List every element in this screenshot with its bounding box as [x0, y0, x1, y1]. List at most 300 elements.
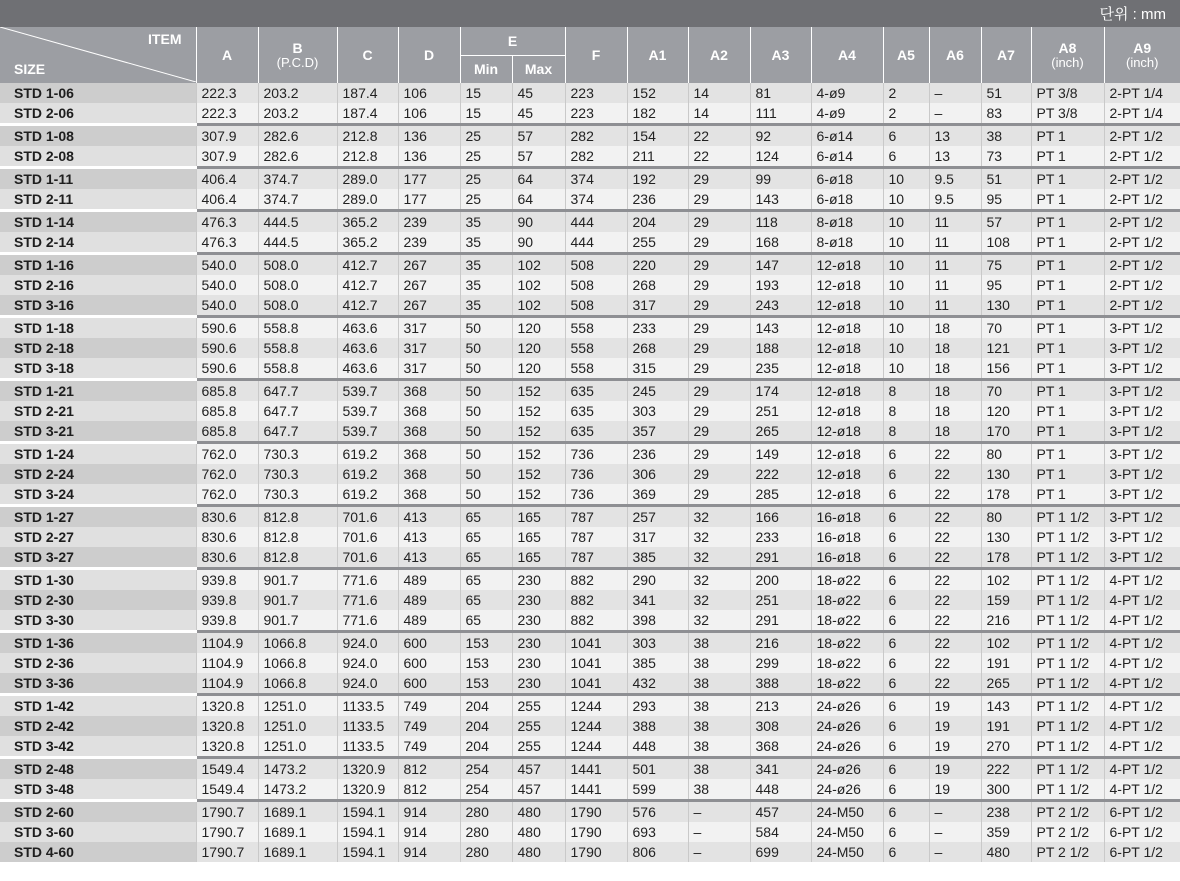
cell-b: 812.8 [258, 506, 337, 528]
cell-a5: 6 [883, 653, 929, 673]
col-e-min-header: Min [460, 56, 512, 84]
cell-a9: 2-PT 1/2 [1104, 211, 1180, 233]
cell-a7: 130 [981, 527, 1031, 547]
cell-e-max: 165 [512, 547, 565, 569]
cell-e-max: 230 [512, 653, 565, 673]
cell-f: 558 [565, 358, 627, 380]
cell-a1: 245 [627, 380, 688, 402]
cell-a3: 216 [750, 632, 811, 654]
cell-a: 685.8 [196, 380, 258, 402]
cell-a4: 24-ø26 [811, 758, 883, 780]
cell-e-max: 152 [512, 401, 565, 421]
col-b-label: B [292, 39, 303, 56]
cell-size: STD 2-11 [0, 189, 196, 211]
col-e-max-header: Max [512, 56, 565, 84]
cell-c: 412.7 [337, 295, 398, 317]
cell-a1: 236 [627, 189, 688, 211]
cell-f: 1244 [565, 695, 627, 717]
cell-a5: 6 [883, 716, 929, 736]
cell-e-min: 280 [460, 842, 512, 862]
cell-c: 1320.9 [337, 779, 398, 801]
col-a8-label: A8 [1058, 39, 1077, 56]
cell-e-min: 15 [460, 83, 512, 103]
cell-e-min: 204 [460, 695, 512, 717]
cell-d: 489 [398, 569, 460, 591]
cell-b: 647.7 [258, 401, 337, 421]
cell-a8: PT 1 1/2 [1031, 527, 1104, 547]
cell-size: STD 2-06 [0, 103, 196, 125]
col-f-header: F [565, 27, 627, 83]
cell-a5: 6 [883, 779, 929, 801]
cell-d: 914 [398, 842, 460, 862]
table-row [0, 801, 1180, 823]
cell-a6: – [929, 103, 981, 125]
cell-b: 444.5 [258, 232, 337, 254]
cell-a6: 11 [929, 295, 981, 317]
cell-a: 1104.9 [196, 632, 258, 654]
col-a8-header [1031, 27, 1104, 83]
cell-a4: 12-ø18 [811, 380, 883, 402]
cell-a: 1104.9 [196, 653, 258, 673]
cell-e-max: 165 [512, 527, 565, 547]
cell-size: STD 3-18 [0, 358, 196, 380]
cell-size: STD 1-16 [0, 254, 196, 276]
cell-f: 1041 [565, 673, 627, 695]
cell-e-max: 90 [512, 232, 565, 254]
cell-a3: 368 [750, 736, 811, 758]
cell-a4: 12-ø18 [811, 254, 883, 276]
table-row [0, 632, 1180, 654]
table-row [0, 358, 1180, 380]
cell-a6: 18 [929, 421, 981, 443]
table-row [0, 295, 1180, 317]
table-row [0, 189, 1180, 211]
cell-a8: PT 1 [1031, 358, 1104, 380]
cell-d: 368 [398, 380, 460, 402]
cell-size: STD 1-27 [0, 506, 196, 528]
cell-a3: 299 [750, 653, 811, 673]
cell-a6: 19 [929, 716, 981, 736]
table-row [0, 83, 1180, 103]
cell-f: 1244 [565, 716, 627, 736]
table-row [0, 736, 1180, 758]
cell-a5: 10 [883, 168, 929, 190]
cell-f: 635 [565, 380, 627, 402]
cell-a3: 265 [750, 421, 811, 443]
cell-f: 282 [565, 125, 627, 147]
cell-d: 600 [398, 653, 460, 673]
cell-a5: 6 [883, 506, 929, 528]
cell-size: STD 2-14 [0, 232, 196, 254]
cell-b: 1251.0 [258, 736, 337, 758]
cell-a7: 359 [981, 822, 1031, 842]
cell-size: STD 1-42 [0, 695, 196, 717]
cell-a3: 388 [750, 673, 811, 695]
cell-a7: 480 [981, 842, 1031, 862]
cell-c: 701.6 [337, 527, 398, 547]
cell-b: 901.7 [258, 610, 337, 632]
cell-size: STD 1-21 [0, 380, 196, 402]
cell-a3: 111 [750, 103, 811, 125]
cell-d: 239 [398, 232, 460, 254]
cell-e-max: 480 [512, 822, 565, 842]
cell-c: 539.7 [337, 421, 398, 443]
cell-e-min: 65 [460, 527, 512, 547]
cell-a4: 18-ø22 [811, 590, 883, 610]
cell-a5: 6 [883, 610, 929, 632]
cell-d: 489 [398, 590, 460, 610]
cell-a7: 222 [981, 758, 1031, 780]
cell-e-min: 50 [460, 317, 512, 339]
cell-a8: PT 1 [1031, 168, 1104, 190]
col-a9-label: A9 [1133, 39, 1152, 56]
cell-a4: 16-ø18 [811, 547, 883, 569]
cell-size: STD 2-36 [0, 653, 196, 673]
cell-a1: 693 [627, 822, 688, 842]
table-row [0, 443, 1180, 465]
cell-e-min: 65 [460, 547, 512, 569]
cell-a5: 6 [883, 673, 929, 695]
unit-label: 단위 : mm [1099, 6, 1166, 23]
table-row [0, 146, 1180, 168]
cell-b: 508.0 [258, 295, 337, 317]
cell-a5: 6 [883, 822, 929, 842]
cell-a6: 22 [929, 673, 981, 695]
unit-label-bar [0, 0, 1180, 27]
cell-a3: 291 [750, 547, 811, 569]
cell-a: 406.4 [196, 168, 258, 190]
cell-a8: PT 1 [1031, 338, 1104, 358]
cell-a6: 19 [929, 736, 981, 758]
cell-a5: 10 [883, 211, 929, 233]
cell-a5: 6 [883, 632, 929, 654]
cell-a2: 38 [688, 673, 750, 695]
cell-a9: 3-PT 1/2 [1104, 401, 1180, 421]
cell-a6: 19 [929, 779, 981, 801]
cell-e-min: 204 [460, 736, 512, 758]
cell-a: 762.0 [196, 464, 258, 484]
cell-e-max: 64 [512, 168, 565, 190]
cell-d: 368 [398, 484, 460, 506]
cell-a: 590.6 [196, 338, 258, 358]
cell-a7: 159 [981, 590, 1031, 610]
cell-a2: 32 [688, 610, 750, 632]
cell-a: 1320.8 [196, 695, 258, 717]
cell-c: 924.0 [337, 653, 398, 673]
table-row [0, 421, 1180, 443]
cell-a1: 317 [627, 295, 688, 317]
cell-a5: 10 [883, 295, 929, 317]
cell-a4: 6-ø14 [811, 146, 883, 168]
cell-a7: 80 [981, 506, 1031, 528]
cell-a2: 38 [688, 716, 750, 736]
cell-a2: 29 [688, 254, 750, 276]
cell-e-min: 50 [460, 380, 512, 402]
cell-e-max: 102 [512, 295, 565, 317]
cell-f: 558 [565, 338, 627, 358]
cell-a6: 18 [929, 358, 981, 380]
cell-size: STD 2-48 [0, 758, 196, 780]
cell-c: 539.7 [337, 380, 398, 402]
cell-b: 508.0 [258, 254, 337, 276]
col-a4-header: A4 [811, 27, 883, 83]
cell-a2: 32 [688, 527, 750, 547]
cell-a7: 95 [981, 189, 1031, 211]
cell-a9: 2-PT 1/2 [1104, 125, 1180, 147]
cell-c: 701.6 [337, 506, 398, 528]
cell-size: STD 3-21 [0, 421, 196, 443]
cell-e-min: 50 [460, 338, 512, 358]
table-row [0, 338, 1180, 358]
cell-f: 1041 [565, 653, 627, 673]
cell-b: 647.7 [258, 421, 337, 443]
cell-e-min: 50 [460, 358, 512, 380]
cell-a7: 300 [981, 779, 1031, 801]
cell-a9: 4-PT 1/2 [1104, 779, 1180, 801]
cell-a7: 143 [981, 695, 1031, 717]
cell-c: 539.7 [337, 401, 398, 421]
cell-a9: 4-PT 1/2 [1104, 590, 1180, 610]
cell-size: STD 2-24 [0, 464, 196, 484]
cell-a3: 200 [750, 569, 811, 591]
cell-d: 368 [398, 464, 460, 484]
cell-a: 540.0 [196, 295, 258, 317]
cell-a3: 188 [750, 338, 811, 358]
cell-f: 736 [565, 464, 627, 484]
cell-a4: 18-ø22 [811, 569, 883, 591]
cell-a3: 118 [750, 211, 811, 233]
cell-a4: 4-ø9 [811, 103, 883, 125]
cell-a2: 38 [688, 632, 750, 654]
cell-f: 882 [565, 590, 627, 610]
table-row [0, 232, 1180, 254]
cell-a8: PT 1 [1031, 380, 1104, 402]
cell-f: 736 [565, 443, 627, 465]
cell-a7: 70 [981, 380, 1031, 402]
cell-a3: 193 [750, 275, 811, 295]
cell-f: 882 [565, 569, 627, 591]
cell-a8: PT 1 1/2 [1031, 779, 1104, 801]
cell-a8: PT 1 1/2 [1031, 758, 1104, 780]
cell-a9: 3-PT 1/2 [1104, 484, 1180, 506]
cell-a9: 2-PT 1/2 [1104, 254, 1180, 276]
cell-size: STD 1-18 [0, 317, 196, 339]
cell-d: 914 [398, 822, 460, 842]
cell-a8: PT 1 1/2 [1031, 569, 1104, 591]
table-row [0, 590, 1180, 610]
cell-a9: 4-PT 1/2 [1104, 632, 1180, 654]
cell-e-max: 120 [512, 317, 565, 339]
cell-a1: 211 [627, 146, 688, 168]
cell-a4: 12-ø18 [811, 464, 883, 484]
cell-a9: 2-PT 1/2 [1104, 232, 1180, 254]
cell-a1: 293 [627, 695, 688, 717]
cell-a9: 4-PT 1/2 [1104, 758, 1180, 780]
cell-a2: 29 [688, 421, 750, 443]
cell-a5: 6 [883, 695, 929, 717]
cell-a4: 12-ø18 [811, 401, 883, 421]
cell-a2: 38 [688, 695, 750, 717]
cell-a: 406.4 [196, 189, 258, 211]
cell-a4: 24-ø26 [811, 716, 883, 736]
col-a6-header: A6 [929, 27, 981, 83]
cell-a8: PT 1 1/2 [1031, 610, 1104, 632]
cell-b: 558.8 [258, 338, 337, 358]
cell-a: 222.3 [196, 83, 258, 103]
cell-size: STD 3-30 [0, 610, 196, 632]
cell-a5: 6 [883, 758, 929, 780]
cell-a9: 3-PT 1/2 [1104, 358, 1180, 380]
cell-a8: PT 1 [1031, 125, 1104, 147]
cell-d: 317 [398, 317, 460, 339]
cell-a8: PT 1 1/2 [1031, 506, 1104, 528]
col-a-header: A [196, 27, 258, 83]
cell-e-max: 120 [512, 358, 565, 380]
table-row [0, 211, 1180, 233]
cell-a5: 10 [883, 317, 929, 339]
cell-a3: 448 [750, 779, 811, 801]
cell-b: 1251.0 [258, 695, 337, 717]
cell-a: 1320.8 [196, 716, 258, 736]
cell-a6: – [929, 83, 981, 103]
cell-e-min: 35 [460, 275, 512, 295]
col-a8-sublabel: (inch) [1051, 54, 1084, 70]
cell-e-min: 65 [460, 506, 512, 528]
cell-f: 1790 [565, 801, 627, 823]
cell-a2: 14 [688, 103, 750, 125]
col-a5-header: A5 [883, 27, 929, 83]
cell-c: 924.0 [337, 632, 398, 654]
cell-a2: 38 [688, 736, 750, 758]
cell-f: 558 [565, 317, 627, 339]
cell-f: 787 [565, 527, 627, 547]
cell-e-max: 152 [512, 421, 565, 443]
cell-a6: 11 [929, 254, 981, 276]
cell-a8: PT 1 [1031, 317, 1104, 339]
cell-a9: 4-PT 1/2 [1104, 569, 1180, 591]
cell-a8: PT 2 1/2 [1031, 822, 1104, 842]
cell-d: 368 [398, 401, 460, 421]
cell-a2: 29 [688, 338, 750, 358]
cell-a8: PT 1 1/2 [1031, 716, 1104, 736]
cell-size: STD 1-08 [0, 125, 196, 147]
cell-a6: 22 [929, 547, 981, 569]
cell-a9: 6-PT 1/2 [1104, 801, 1180, 823]
cell-a2: 22 [688, 146, 750, 168]
cell-a4: 24-M50 [811, 801, 883, 823]
cell-e-min: 35 [460, 254, 512, 276]
cell-size: STD 1-24 [0, 443, 196, 465]
cell-b: 730.3 [258, 443, 337, 465]
cell-a6: 22 [929, 569, 981, 591]
cell-size: STD 3-60 [0, 822, 196, 842]
cell-a6: 22 [929, 506, 981, 528]
cell-a4: 12-ø18 [811, 275, 883, 295]
cell-a3: 584 [750, 822, 811, 842]
cell-f: 1441 [565, 779, 627, 801]
cell-d: 317 [398, 338, 460, 358]
cell-a7: 191 [981, 716, 1031, 736]
cell-c: 771.6 [337, 610, 398, 632]
cell-e-min: 65 [460, 590, 512, 610]
cell-d: 413 [398, 547, 460, 569]
cell-a8: PT 1 [1031, 295, 1104, 317]
cell-f: 635 [565, 421, 627, 443]
cell-a8: PT 1 [1031, 443, 1104, 465]
cell-a3: 143 [750, 189, 811, 211]
cell-a2: – [688, 842, 750, 862]
cell-a7: 95 [981, 275, 1031, 295]
cell-e-min: 50 [460, 443, 512, 465]
cell-a9: 4-PT 1/2 [1104, 653, 1180, 673]
cell-e-max: 480 [512, 801, 565, 823]
cell-a9: 3-PT 1/2 [1104, 421, 1180, 443]
table-body [0, 83, 1180, 862]
cell-a2: 38 [688, 758, 750, 780]
cell-a6: – [929, 842, 981, 862]
cell-a9: 3-PT 1/2 [1104, 464, 1180, 484]
cell-a6: 22 [929, 610, 981, 632]
cell-d: 136 [398, 125, 460, 147]
cell-a8: PT 1 [1031, 421, 1104, 443]
cell-a6: 18 [929, 317, 981, 339]
cell-a5: 6 [883, 484, 929, 506]
cell-a6: – [929, 822, 981, 842]
cell-a: 540.0 [196, 275, 258, 295]
col-b-header [258, 27, 337, 83]
cell-a8: PT 1 [1031, 401, 1104, 421]
cell-a2: 29 [688, 380, 750, 402]
cell-e-min: 280 [460, 801, 512, 823]
table-row [0, 317, 1180, 339]
cell-a3: 308 [750, 716, 811, 736]
cell-c: 701.6 [337, 547, 398, 569]
cell-size: STD 3-36 [0, 673, 196, 695]
cell-c: 212.8 [337, 146, 398, 168]
cell-f: 508 [565, 295, 627, 317]
cell-e-max: 230 [512, 632, 565, 654]
cell-a3: 251 [750, 401, 811, 421]
cell-a3: 235 [750, 358, 811, 380]
cell-d: 368 [398, 421, 460, 443]
cell-a8: PT 1 [1031, 484, 1104, 506]
table-row [0, 506, 1180, 528]
cell-a5: 6 [883, 125, 929, 147]
table-row [0, 758, 1180, 780]
item-header: ITEM [148, 31, 182, 47]
cell-a4: 12-ø18 [811, 358, 883, 380]
cell-a4: 18-ø22 [811, 632, 883, 654]
cell-size: STD 1-36 [0, 632, 196, 654]
cell-b: 1251.0 [258, 716, 337, 736]
cell-a3: 341 [750, 758, 811, 780]
cell-a8: PT 1 1/2 [1031, 632, 1104, 654]
cell-b: 812.8 [258, 547, 337, 569]
cell-b: 1689.1 [258, 801, 337, 823]
table-row [0, 779, 1180, 801]
cell-a: 939.8 [196, 610, 258, 632]
cell-size: STD 3-27 [0, 547, 196, 569]
cell-a4: 16-ø18 [811, 527, 883, 547]
cell-a5: 6 [883, 801, 929, 823]
cell-d: 368 [398, 443, 460, 465]
cell-a9: 6-PT 1/2 [1104, 822, 1180, 842]
cell-b: 901.7 [258, 569, 337, 591]
cell-a: 1549.4 [196, 779, 258, 801]
cell-a: 590.6 [196, 358, 258, 380]
cell-e-min: 204 [460, 716, 512, 736]
cell-size: STD 2-27 [0, 527, 196, 547]
